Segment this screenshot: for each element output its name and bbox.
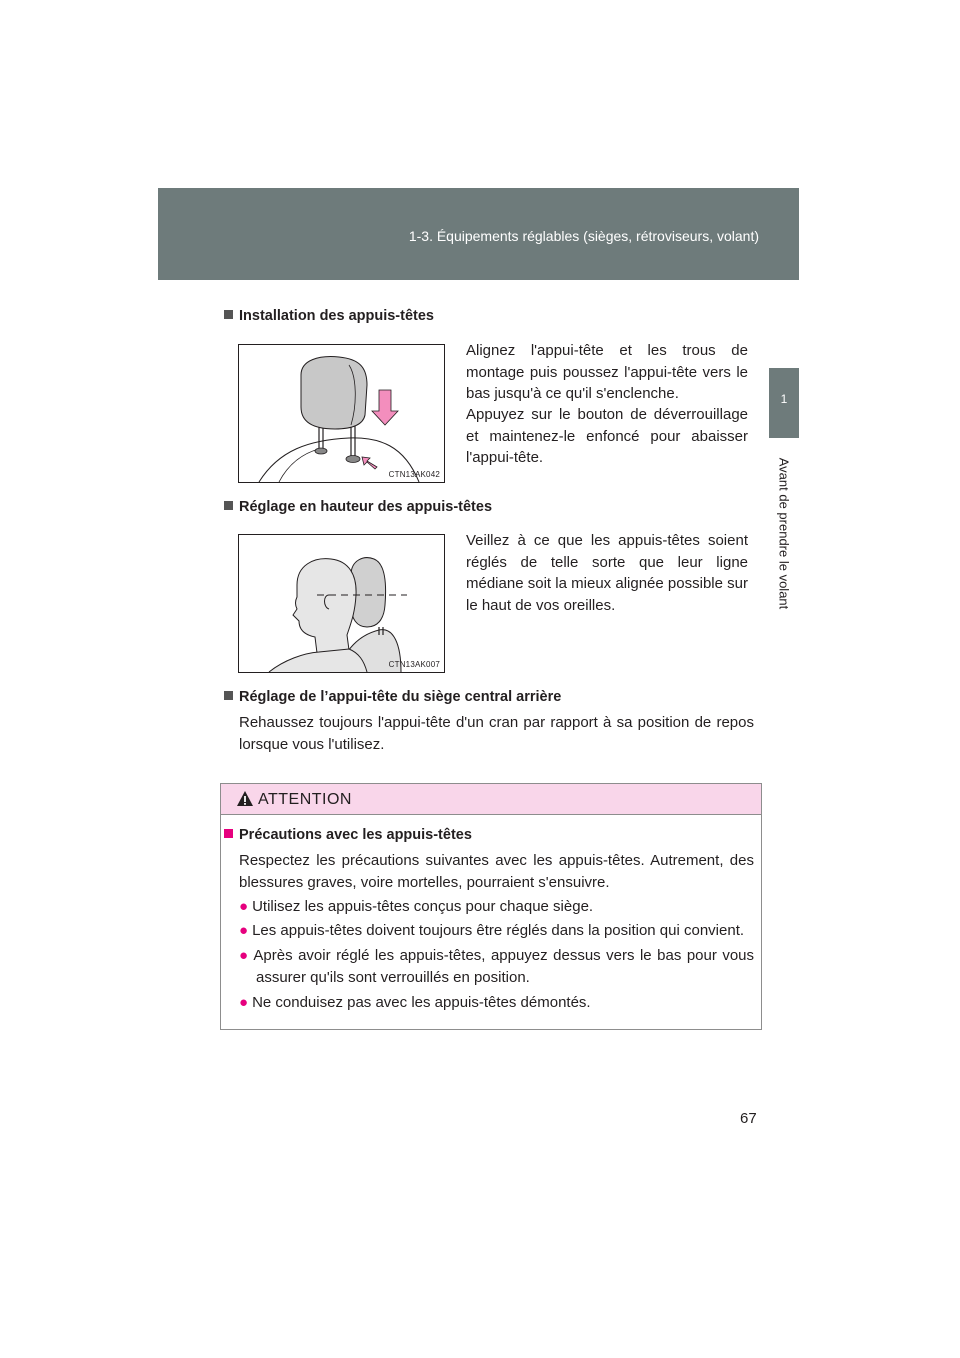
square-bullet-icon xyxy=(224,691,233,700)
heading-rear-center: Réglage de l’appui-tête du siège central arrière xyxy=(224,689,561,705)
paragraph-install-2: Appuyez sur le bouton de déverrouillage et maintenez-le enfoncé pour abaisser l'appui-tête. xyxy=(466,406,748,466)
figure-headrest-height xyxy=(238,534,445,673)
attention-bullet: ● Après avoir réglé les appuis-têtes, appuyez dessus vers le bas pour vous assurer qu'ils sont verrouillés en position. xyxy=(239,947,755,986)
bullet-dot-icon: ● xyxy=(239,898,249,915)
attention-box xyxy=(220,783,762,1030)
chapter-label: Avant de prendre le volant xyxy=(776,457,792,610)
attention-bullet: ● Les appuis-têtes doivent toujours être réglés dans la position qui convient. xyxy=(239,922,745,939)
chapter-tab xyxy=(769,368,799,438)
bullet-dot-icon: ● xyxy=(239,922,249,939)
headrest-height-illustration xyxy=(239,535,444,672)
page-number: 67 xyxy=(740,1110,757,1127)
heading-height-adjust: Réglage en hauteur des appuis-têtes xyxy=(224,499,492,515)
attention-header xyxy=(221,784,761,815)
attention-title: ATTENTION xyxy=(258,791,352,808)
figure-code: CTN13AK007 xyxy=(388,660,440,669)
chapter-side-label xyxy=(769,446,799,626)
headrest-install-illustration xyxy=(239,345,444,482)
paragraph-install-1: Alignez l'appui-tête et les trous de montage puis poussez l'appui-tête vers le bas jusqu'à ce qu'il s'enclenche. xyxy=(466,342,748,402)
chapter-header-band xyxy=(158,188,799,280)
attention-bullet: ● Utilisez les appuis-têtes conçus pour chaque siège. xyxy=(239,898,594,915)
attention-intro: Respectez les précautions suivantes avec les appuis-têtes. Autrement, des blessures graves, voire mortelles, pourraient s'ensuivre. xyxy=(239,852,754,891)
chapter-number: 1 xyxy=(780,392,788,406)
heading-installation: Installation des appuis-têtes xyxy=(224,308,434,324)
square-bullet-icon xyxy=(224,310,233,319)
figure-headrest-install xyxy=(238,344,445,483)
bullet-dot-icon: ● xyxy=(239,947,250,964)
square-bullet-icon xyxy=(224,501,233,510)
square-bullet-icon xyxy=(224,829,233,838)
warning-icon xyxy=(236,790,254,807)
paragraph-rear-center: Rehaussez toujours l'appui-tête d'un cran par rapport à sa position de repos lorsque vous l'utilisez. xyxy=(239,714,754,753)
figure-code: CTN13AK042 xyxy=(388,470,440,479)
section-title: 1-3. Équipements réglables (sièges, rétroviseurs, volant) xyxy=(408,228,759,244)
bullet-dot-icon: ● xyxy=(239,994,249,1011)
attention-bullet: ● Ne conduisez pas avec les appuis-têtes démontés. xyxy=(239,994,591,1011)
attention-heading: Précautions avec les appuis-têtes xyxy=(224,827,472,843)
paragraph-height-adjust: Veillez à ce que les appuis-têtes soient réglés de telle sorte que leur ligne médiane soit la mieux alignée possible sur le haut de vos oreilles. xyxy=(466,532,748,614)
